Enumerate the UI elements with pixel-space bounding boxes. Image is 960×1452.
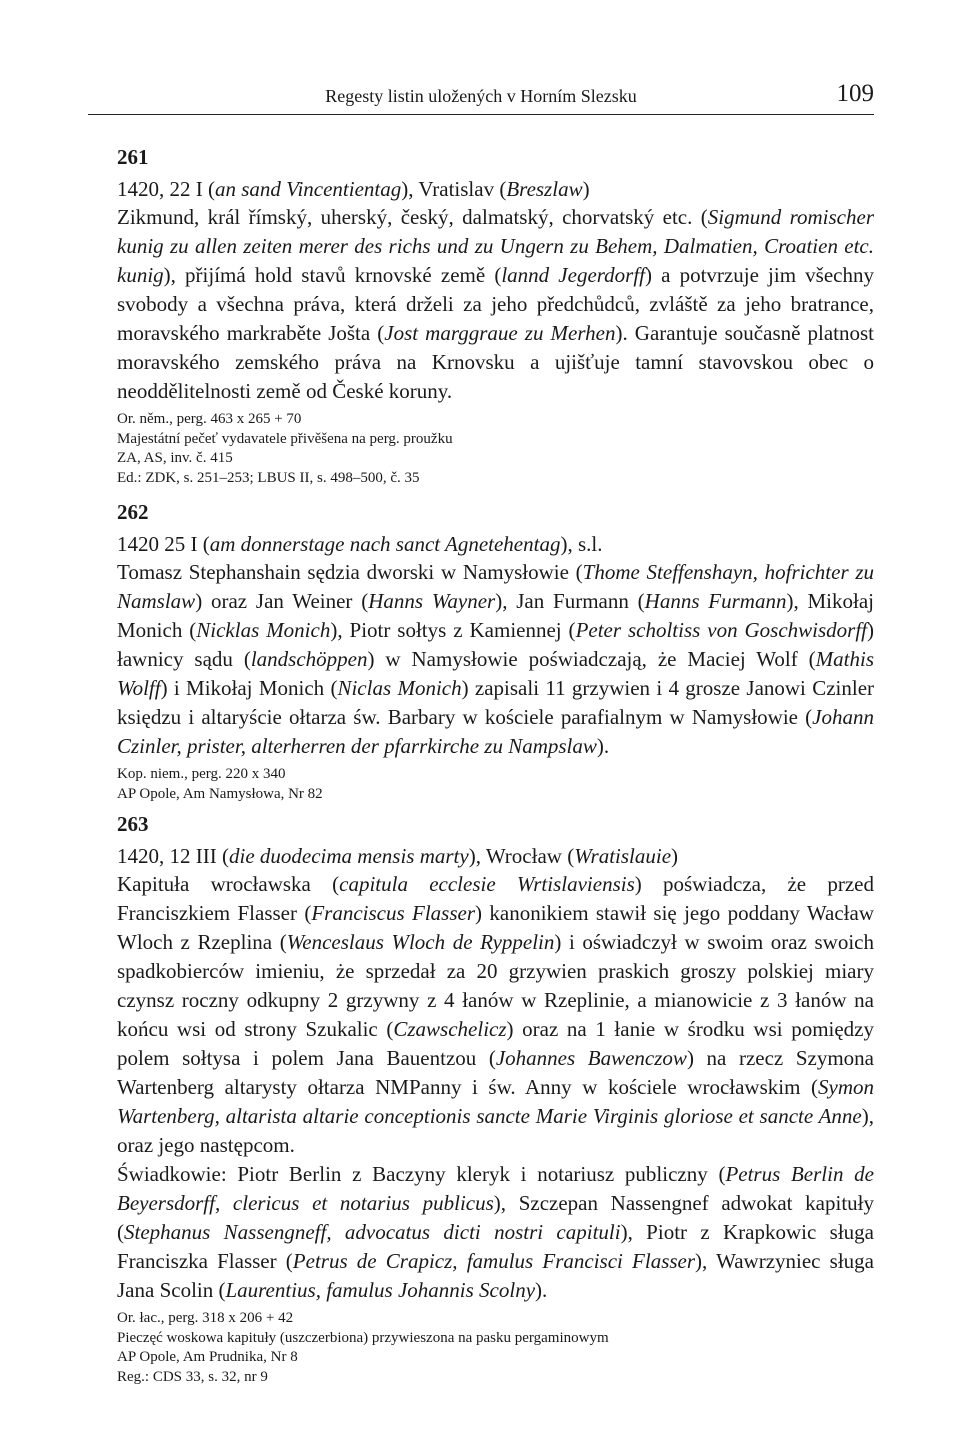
entry-text: Kapituła wrocławska (capitula ecclesie Wrtislaviensis) poświadcza, że przed Franciszkiem Flasser (Franciscus Flasser) kanonikiem stawił się jego poddany Wacław Wloch z Rzeplina (Wenceslaus Wloch de Ryppelin) i oświadczył w swoim oraz swoich spadkobierców imieniu, że sprzedał za 20 grzywien praskich groszy polskiej miary czynsz roczny odkupny 2 grzywny z 4 łanów w Rzeplinie, a mianowicie z 3 łanów na końcu wsi od strony Szukalic (Czawschelicz) oraz na 1 łanie w środku wsi pomiędzy polem sołtysa i polem Jana Bauentzou (Johannes Bawenczow) na rzecz Szymona Wartenberg altarysty ołtarza NMPanny i św. Anny w kościele wrocławskim (Symon Wartenberg, altarista altarie conceptionis sancte Marie Virginis gloriose et sancte Anne), oraz jego następcom. — [117, 872, 875, 1157]
entry-place-original: Breszlaw — [506, 177, 583, 201]
running-title: Regesty listin uložených v Horním Slezsku — [325, 86, 637, 106]
entry-notes — [117, 410, 874, 488]
entry-place: s.l. — [577, 532, 603, 556]
note-line: AP Opole, Am Prudnika, Nr 8 — [117, 1349, 298, 1365]
entry-place: Vratislav — [418, 177, 495, 201]
note-line: Or. łac., perg. 318 x 206 + 42 — [117, 1310, 294, 1326]
entry-262 — [117, 500, 874, 804]
entry-text: Tomasz Stephanshain sędzia dworski w Namysłowie (Thome Steffenshayn, hofrichter zu Namslaw) oraz Jan Weiner (Hanns Wayner), Jan Furmann (Hanns Furmann), Mikołaj Monich (Nicklas Monich), Piotr sołtys z Kamiennej (Peter scholtiss von Goschwisdorff) ławnicy sądu (landschöppen) w Namysłowie poświadczają, że Maciej Wolf (Mathis Wolff) i Mikołaj Monich (Niclas Monich) zapisali 11 grzywien i 4 grosze Janowi Czinler księdzu i altaryście ołtarza św. Barbary w kościele parafialnym w Namysłowie (Johann Czinler, prister, alterherren der pfarrkirche zu Nampslaw). — [117, 560, 875, 758]
running-header — [88, 80, 874, 115]
entry-date: 1420 25 I — [117, 532, 198, 556]
entry-place: Wrocław — [485, 844, 562, 868]
page-number: 109 — [836, 80, 874, 107]
entry-date-original: an sand Vincentientag — [215, 177, 402, 201]
note-line: Majestátní pečeť vydavatele přivěšena na perg. proužku — [117, 430, 453, 447]
note-line: Reg.: CDS 33, s. 32, nr 9 — [117, 1368, 268, 1385]
entry-notes — [117, 1309, 874, 1387]
entry-date-original: am donnerstage nach sanct Agnetehentag — [209, 532, 561, 556]
entry-date: 1420, 12 III — [117, 844, 217, 868]
entry-date-line: 1420 25 I (am donnerstage nach sanct Agnetehentag), s.l. — [117, 532, 603, 556]
entry-place-original: Wratislauie — [574, 844, 672, 868]
entry-date-original: die duodecima mensis marty — [228, 844, 469, 868]
entry-number: 261 — [117, 145, 149, 169]
entry-text: Zikmund, král římský, uherský, český, dalmatský, chorvatský etc. (Sigmund romischer kunig zu allen zeiten merer des richs und zu Ungern zu Behem, Dalmatien, Croatien etc. kunig), přijímá hold stavů krnovské země (lannd Jegerdorff) a potvrzuje jim všechny svobody a všechna práva, která drželi za jeho předchůdců, zvláště za jeho bratrance, moravského markraběte Jošta (Jost marggraue zu Merhen). Garantuje současně platnost moravského zemského práva na Krnovsku a ujišťuje tamní stavovskou obec o neoddělitelnosti země od České koruny. — [117, 205, 875, 403]
entry-date-line: 1420, 12 III (die duodecima mensis marty), Wrocław (Wratislauie) — [117, 844, 679, 868]
entry-number: 263 — [117, 812, 149, 836]
entry-number: 262 — [117, 500, 149, 524]
entry-261 — [117, 145, 874, 488]
note-line: Kop. niem., perg. 220 x 340 — [117, 766, 286, 782]
note-line: ZA, AS, inv. č. 415 — [117, 450, 233, 466]
note-line: Ed.: ZDK, s. 251–253; LBUS II, s. 498–500, č. 35 — [117, 469, 420, 486]
note-line: AP Opole, Am Namysłowa, Nr 82 — [117, 785, 323, 802]
entry-witnesses: Świadkowie: Piotr Berlin z Baczyny kleryk i notariusz publiczny (Petrus Berlin de Beyersdorff, clericus et notarius publicus), Szczepan Nassengnef adwokat kapituły (Stephanus Nassengneff, advocatus dicti nostri capituli), Piotr z Krapkowic sługa Franciszka Flasser (Petrus de Crapicz, famulus Francisci Flasser), Wawrzyniec sługa Jana Scolin (Laurentius, famulus Johannis Scolny). — [117, 1162, 874, 1302]
entry-263 — [117, 812, 874, 1387]
entry-notes — [117, 765, 874, 804]
note-line: Pieczęć woskowa kapituły (uszczerbiona) przywieszona na pasku pergaminowym — [117, 1329, 609, 1346]
note-line: Or. něm., perg. 463 x 265 + 70 — [117, 411, 302, 427]
entry-date-line: 1420, 22 I (an sand Vincentientag), Vratislav (Breszlaw) — [117, 177, 590, 201]
entry-date: 1420, 22 I — [117, 177, 203, 201]
